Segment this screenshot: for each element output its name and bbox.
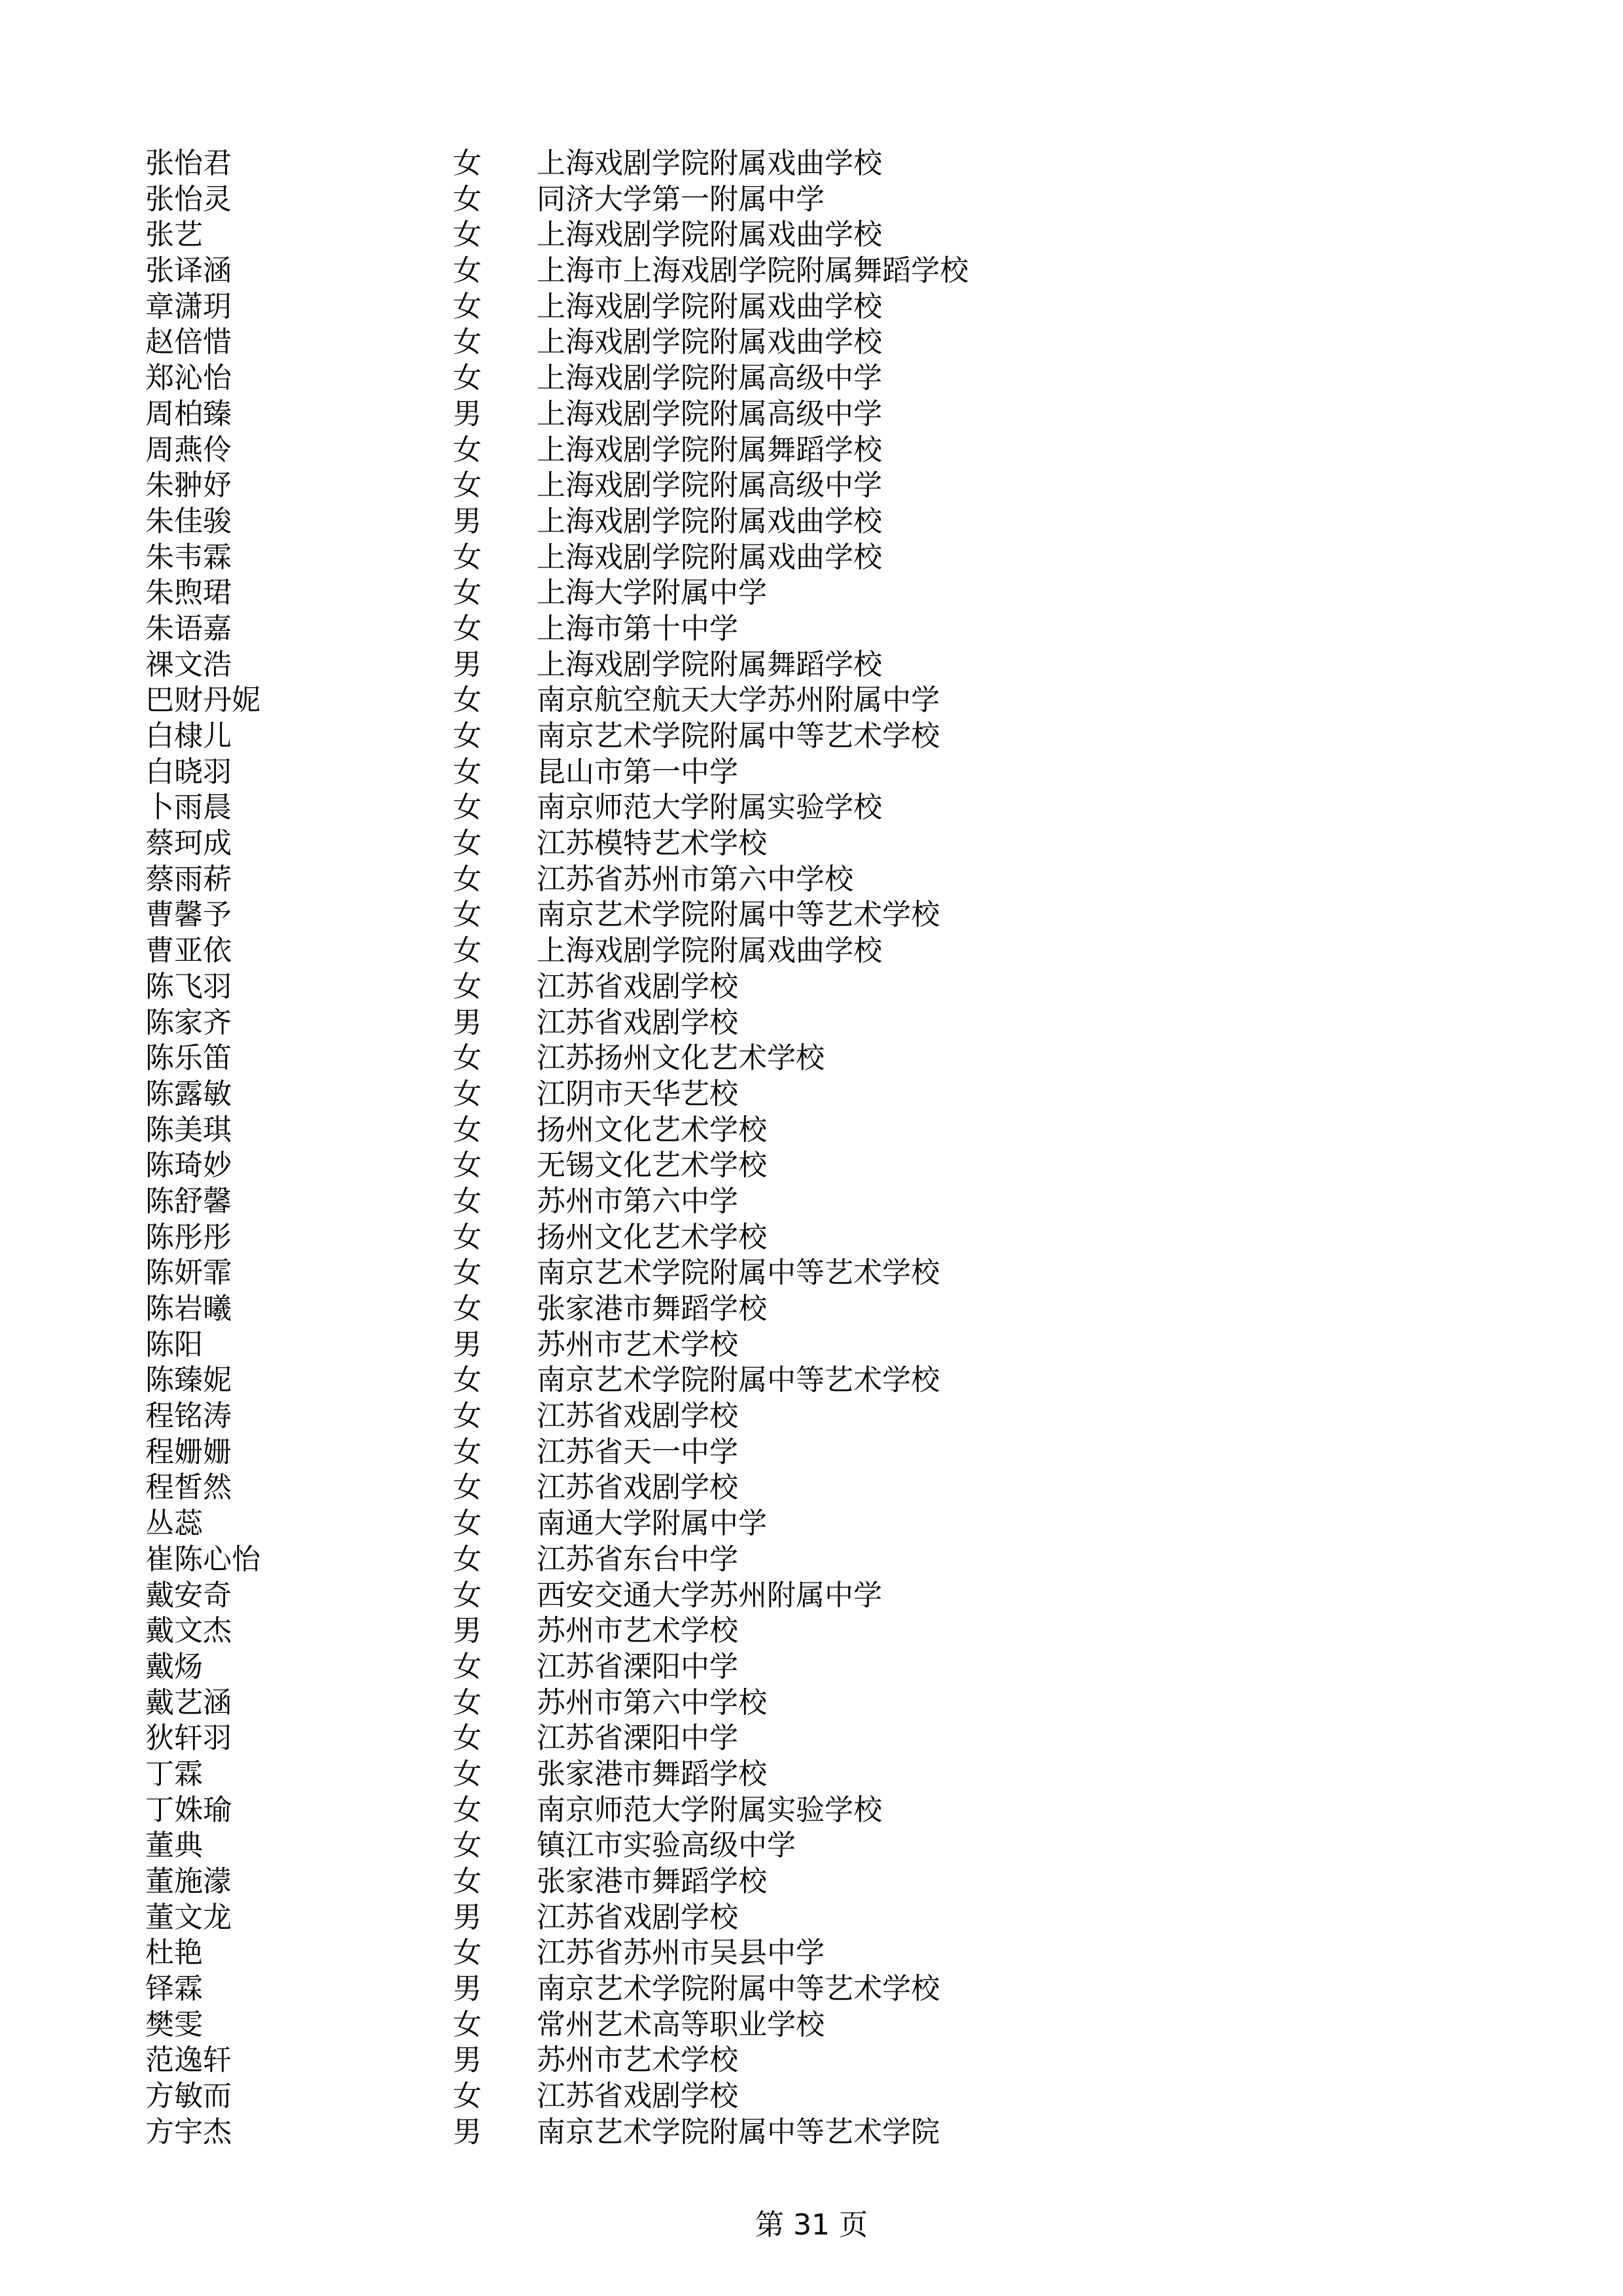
table-row bbox=[145, 755, 1389, 791]
name-cell: 曹馨予 bbox=[145, 898, 232, 932]
school-cell: 苏州市艺术学校 bbox=[537, 2043, 738, 2077]
school-cell: 江苏省戏剧学校 bbox=[537, 1005, 738, 1039]
gender-cell: 女 bbox=[453, 1077, 482, 1111]
name-cell: 周燕伶 bbox=[145, 433, 232, 467]
name-cell: 程姗姗 bbox=[145, 1435, 232, 1469]
school-cell: 南通大学附属中学 bbox=[537, 1507, 767, 1541]
name-cell: 陈阳 bbox=[145, 1327, 203, 1361]
name-cell: 陈家齐 bbox=[145, 1005, 232, 1039]
table-row bbox=[145, 2079, 1389, 2115]
name-cell: 戴艺涵 bbox=[145, 1685, 232, 1719]
name-cell: 程皙然 bbox=[145, 1471, 232, 1505]
name-cell: 陈岩曦 bbox=[145, 1292, 232, 1325]
school-cell: 南京师范大学附属实验学校 bbox=[537, 791, 882, 825]
table-row bbox=[145, 575, 1389, 611]
name-cell: 丁霖 bbox=[145, 1757, 203, 1791]
school-cell: 扬州文化艺术学校 bbox=[537, 1113, 767, 1147]
name-cell: 赵倍惜 bbox=[145, 325, 232, 359]
name-cell: 陈乐笛 bbox=[145, 1041, 232, 1075]
name-cell: 丁姝瑜 bbox=[145, 1793, 232, 1827]
table-row bbox=[145, 1470, 1389, 1506]
name-cell: 祼文浩 bbox=[145, 647, 232, 681]
name-cell: 章潇玥 bbox=[145, 289, 232, 323]
school-cell: 上海戏剧学院附属高级中学 bbox=[537, 397, 882, 431]
table-row bbox=[145, 862, 1389, 898]
gender-cell: 女 bbox=[453, 361, 482, 395]
gender-cell: 女 bbox=[453, 1041, 482, 1075]
table-row bbox=[145, 1077, 1389, 1113]
school-cell: 南京师范大学附属实验学校 bbox=[537, 1793, 882, 1827]
name-cell: 周柏臻 bbox=[145, 397, 232, 431]
name-cell: 戴炀 bbox=[145, 1649, 203, 1683]
table-row bbox=[145, 146, 1389, 182]
school-cell: 上海戏剧学院附属戏曲学校 bbox=[537, 147, 882, 180]
gender-cell: 女 bbox=[453, 898, 482, 932]
table-row bbox=[145, 1220, 1389, 1256]
name-cell: 张艺 bbox=[145, 218, 203, 252]
school-cell: 南京航空航天大学苏州附属中学 bbox=[537, 683, 940, 717]
gender-cell: 女 bbox=[453, 469, 482, 503]
gender-cell: 女 bbox=[453, 147, 482, 180]
gender-cell: 女 bbox=[453, 1865, 482, 1898]
table-row bbox=[145, 897, 1389, 933]
school-cell: 上海戏剧学院附属舞蹈学校 bbox=[537, 647, 882, 681]
school-cell: 南京艺术学院附属中等艺术学校 bbox=[537, 719, 940, 753]
table-row bbox=[145, 2043, 1389, 2079]
table-row bbox=[145, 1721, 1389, 1757]
gender-cell: 男 bbox=[453, 2043, 482, 2077]
gender-cell: 男 bbox=[453, 1327, 482, 1361]
school-cell: 西安交通大学苏州附属中学 bbox=[537, 1578, 882, 1612]
table-row bbox=[145, 2007, 1389, 2043]
name-cell: 狄轩羽 bbox=[145, 1721, 232, 1755]
name-cell: 丛蕊 bbox=[145, 1507, 203, 1541]
name-cell: 蔡雨菥 bbox=[145, 862, 232, 896]
table-row bbox=[145, 468, 1389, 504]
name-cell: 方宇杰 bbox=[145, 2115, 232, 2149]
name-cell: 樊雯 bbox=[145, 2007, 203, 2041]
table-row bbox=[145, 1613, 1389, 1649]
name-cell: 董文龙 bbox=[145, 1900, 232, 1934]
name-cell: 张译涵 bbox=[145, 254, 232, 288]
table-row bbox=[145, 1113, 1389, 1149]
name-cell: 程铭涛 bbox=[145, 1399, 232, 1433]
name-cell: 陈露敏 bbox=[145, 1077, 232, 1111]
table-row bbox=[145, 289, 1389, 325]
school-cell: 江苏省戏剧学校 bbox=[537, 1399, 738, 1433]
school-cell: 江苏省溧阳中学 bbox=[537, 1721, 738, 1755]
gender-cell: 女 bbox=[453, 862, 482, 896]
name-cell: 陈琦妙 bbox=[145, 1149, 232, 1183]
gender-cell: 女 bbox=[453, 1507, 482, 1541]
name-cell: 范逸轩 bbox=[145, 2043, 232, 2077]
gender-cell: 男 bbox=[453, 1614, 482, 1648]
gender-cell: 女 bbox=[453, 755, 482, 789]
table-row bbox=[145, 683, 1389, 719]
name-cell: 巴财丹妮 bbox=[145, 683, 260, 717]
name-cell: 郑沁怡 bbox=[145, 361, 232, 395]
gender-cell: 女 bbox=[453, 1649, 482, 1683]
table-row bbox=[145, 504, 1389, 540]
name-cell: 董典 bbox=[145, 1829, 203, 1863]
gender-cell: 女 bbox=[453, 254, 482, 288]
gender-cell: 女 bbox=[453, 1256, 482, 1290]
table-row bbox=[145, 1005, 1389, 1041]
school-cell: 常州艺术高等职业学校 bbox=[537, 2007, 825, 2041]
school-cell: 江苏省戏剧学校 bbox=[537, 1900, 738, 1934]
school-cell: 同济大学第一附属中学 bbox=[537, 182, 825, 216]
school-cell: 上海市第十中学 bbox=[537, 611, 738, 645]
gender-cell: 女 bbox=[453, 1435, 482, 1469]
school-cell: 江苏省戏剧学校 bbox=[537, 2079, 738, 2113]
table-row bbox=[145, 647, 1389, 683]
gender-cell: 男 bbox=[453, 1972, 482, 2006]
table-row bbox=[145, 182, 1389, 218]
name-cell: 戴安奇 bbox=[145, 1578, 232, 1612]
gender-cell: 女 bbox=[453, 2007, 482, 2041]
gender-cell: 女 bbox=[453, 1149, 482, 1183]
table-row bbox=[145, 540, 1389, 576]
school-cell: 张家港市舞蹈学校 bbox=[537, 1865, 767, 1898]
name-cell: 戴文杰 bbox=[145, 1614, 232, 1648]
school-cell: 南京艺术学院附属中等艺术学院 bbox=[537, 2115, 940, 2149]
gender-cell: 男 bbox=[453, 504, 482, 538]
table-row bbox=[145, 1506, 1389, 1542]
table-row bbox=[145, 969, 1389, 1005]
gender-cell: 男 bbox=[453, 1900, 482, 1934]
table-row bbox=[145, 1935, 1389, 1971]
name-cell: 卜雨晨 bbox=[145, 791, 232, 825]
school-cell: 江苏扬州文化艺术学校 bbox=[537, 1041, 825, 1075]
table-row bbox=[145, 1971, 1389, 2007]
name-cell: 朱佳骏 bbox=[145, 504, 232, 538]
gender-cell: 女 bbox=[453, 1685, 482, 1719]
table-row bbox=[145, 1828, 1389, 1864]
table-row bbox=[145, 217, 1389, 253]
name-cell: 陈舒馨 bbox=[145, 1184, 232, 1218]
name-cell: 陈臻妮 bbox=[145, 1363, 232, 1397]
school-cell: 上海戏剧学院附属高级中学 bbox=[537, 469, 882, 503]
page-number: 第 31 页 bbox=[755, 2208, 868, 2242]
name-cell: 朱翀妤 bbox=[145, 469, 232, 503]
table-row bbox=[145, 1435, 1389, 1471]
school-cell: 江苏省苏州市吴县中学 bbox=[537, 1936, 825, 1970]
school-cell: 张家港市舞蹈学校 bbox=[537, 1757, 767, 1791]
table-row bbox=[145, 1363, 1389, 1399]
school-cell: 江苏模特艺术学校 bbox=[537, 827, 767, 861]
name-cell: 曹亚依 bbox=[145, 934, 232, 968]
school-cell: 江苏省溧阳中学 bbox=[537, 1649, 738, 1683]
school-cell: 无锡文化艺术学校 bbox=[537, 1149, 767, 1183]
table-row bbox=[145, 1864, 1389, 1900]
table-row bbox=[145, 719, 1389, 755]
gender-cell: 男 bbox=[453, 647, 482, 681]
school-cell: 江苏省戏剧学校 bbox=[537, 969, 738, 1003]
school-cell: 南京艺术学院附属中等艺术学校 bbox=[537, 898, 940, 932]
school-cell: 江苏省戏剧学校 bbox=[537, 1471, 738, 1505]
table-row bbox=[145, 361, 1389, 397]
name-cell: 杜艳 bbox=[145, 1936, 203, 1970]
school-cell: 上海戏剧学院附属戏曲学校 bbox=[537, 289, 882, 323]
name-cell: 陈妍霏 bbox=[145, 1256, 232, 1290]
gender-cell: 女 bbox=[453, 433, 482, 467]
gender-cell: 女 bbox=[453, 1363, 482, 1397]
name-cell: 铎霖 bbox=[145, 1972, 203, 2006]
school-cell: 上海戏剧学院附属高级中学 bbox=[537, 361, 882, 395]
gender-cell: 女 bbox=[453, 1184, 482, 1218]
name-cell: 陈彤彤 bbox=[145, 1220, 232, 1254]
school-cell: 上海戏剧学院附属戏曲学校 bbox=[537, 504, 882, 538]
gender-cell: 女 bbox=[453, 1757, 482, 1791]
table-row bbox=[145, 826, 1389, 862]
table-row bbox=[145, 397, 1389, 433]
gender-cell: 女 bbox=[453, 827, 482, 861]
gender-cell: 女 bbox=[453, 1292, 482, 1325]
name-cell: 崔陈心怡 bbox=[145, 1542, 260, 1576]
school-cell: 江阴市天华艺校 bbox=[537, 1077, 738, 1111]
table-row bbox=[145, 1399, 1389, 1435]
gender-cell: 女 bbox=[453, 969, 482, 1003]
name-cell: 朱煦珺 bbox=[145, 576, 232, 610]
table-row bbox=[145, 1148, 1389, 1184]
name-cell: 张怡灵 bbox=[145, 182, 232, 216]
gender-cell: 女 bbox=[453, 1829, 482, 1863]
gender-cell: 女 bbox=[453, 683, 482, 717]
gender-cell: 女 bbox=[453, 218, 482, 252]
gender-cell: 女 bbox=[453, 1793, 482, 1827]
table-row bbox=[145, 1793, 1389, 1829]
table-row bbox=[145, 1255, 1389, 1291]
gender-cell: 女 bbox=[453, 1542, 482, 1576]
table-row bbox=[145, 790, 1389, 826]
gender-cell: 男 bbox=[453, 397, 482, 431]
gender-cell: 女 bbox=[453, 791, 482, 825]
school-cell: 扬州文化艺术学校 bbox=[537, 1220, 767, 1254]
gender-cell: 女 bbox=[453, 1578, 482, 1612]
gender-cell: 女 bbox=[453, 325, 482, 359]
gender-cell: 女 bbox=[453, 1936, 482, 1970]
table-row bbox=[145, 1184, 1389, 1220]
gender-cell: 女 bbox=[453, 576, 482, 610]
school-cell: 上海戏剧学院附属戏曲学校 bbox=[537, 934, 882, 968]
table-row bbox=[145, 1685, 1389, 1721]
table-row bbox=[145, 325, 1389, 361]
school-cell: 上海市上海戏剧学院附属舞蹈学校 bbox=[537, 254, 969, 288]
table-row bbox=[145, 1291, 1389, 1327]
table-row bbox=[145, 933, 1389, 969]
gender-cell: 女 bbox=[453, 611, 482, 645]
gender-cell: 女 bbox=[453, 1220, 482, 1254]
table-row bbox=[145, 1578, 1389, 1614]
gender-cell: 男 bbox=[453, 2115, 482, 2149]
table-row bbox=[145, 433, 1389, 469]
name-cell: 朱韦霖 bbox=[145, 540, 232, 574]
school-cell: 上海戏剧学院附属戏曲学校 bbox=[537, 218, 882, 252]
name-cell: 董施濛 bbox=[145, 1865, 232, 1898]
school-cell: 江苏省东台中学 bbox=[537, 1542, 738, 1576]
school-cell: 上海戏剧学院附属戏曲学校 bbox=[537, 540, 882, 574]
gender-cell: 女 bbox=[453, 1113, 482, 1147]
school-cell: 南京艺术学院附属中等艺术学校 bbox=[537, 1256, 940, 1290]
table-row bbox=[145, 253, 1389, 289]
gender-cell: 女 bbox=[453, 182, 482, 216]
name-cell: 蔡珂成 bbox=[145, 827, 232, 861]
table-row bbox=[145, 1041, 1389, 1077]
gender-cell: 女 bbox=[453, 934, 482, 968]
name-cell: 方敏而 bbox=[145, 2079, 232, 2113]
gender-cell: 女 bbox=[453, 1399, 482, 1433]
gender-cell: 女 bbox=[453, 289, 482, 323]
table-row bbox=[145, 2115, 1389, 2151]
school-cell: 苏州市第六中学 bbox=[537, 1184, 738, 1218]
gender-cell: 女 bbox=[453, 1721, 482, 1755]
table-row bbox=[145, 1327, 1389, 1363]
table-row bbox=[145, 1757, 1389, 1793]
school-cell: 苏州市艺术学校 bbox=[537, 1614, 738, 1648]
school-cell: 江苏省苏州市第六中学校 bbox=[537, 862, 853, 896]
name-cell: 朱语嘉 bbox=[145, 611, 232, 645]
school-cell: 上海大学附属中学 bbox=[537, 576, 767, 610]
school-cell: 昆山市第一中学 bbox=[537, 755, 738, 789]
school-cell: 南京艺术学院附属中等艺术学校 bbox=[537, 1363, 940, 1397]
gender-cell: 女 bbox=[453, 540, 482, 574]
name-cell: 陈飞羽 bbox=[145, 969, 232, 1003]
name-cell: 陈美琪 bbox=[145, 1113, 232, 1147]
school-cell: 张家港市舞蹈学校 bbox=[537, 1292, 767, 1325]
school-cell: 苏州市艺术学校 bbox=[537, 1327, 738, 1361]
name-cell: 白晓羽 bbox=[145, 755, 232, 789]
school-cell: 镇江市实验高级中学 bbox=[537, 1829, 796, 1863]
roster-table bbox=[145, 146, 1389, 2151]
gender-cell: 男 bbox=[453, 1005, 482, 1039]
table-row bbox=[145, 1542, 1389, 1578]
name-cell: 白棣儿 bbox=[145, 719, 232, 753]
school-cell: 南京艺术学院附属中等艺术学校 bbox=[537, 1972, 940, 2006]
name-cell: 张怡君 bbox=[145, 147, 232, 180]
table-row bbox=[145, 1649, 1389, 1685]
gender-cell: 女 bbox=[453, 2079, 482, 2113]
table-row bbox=[145, 611, 1389, 647]
gender-cell: 女 bbox=[453, 1471, 482, 1505]
table-row bbox=[145, 1900, 1389, 1936]
gender-cell: 女 bbox=[453, 719, 482, 753]
school-cell: 上海戏剧学院附属舞蹈学校 bbox=[537, 433, 882, 467]
school-cell: 苏州市第六中学校 bbox=[537, 1685, 767, 1719]
school-cell: 上海戏剧学院附属戏曲学校 bbox=[537, 325, 882, 359]
school-cell: 江苏省天一中学 bbox=[537, 1435, 738, 1469]
